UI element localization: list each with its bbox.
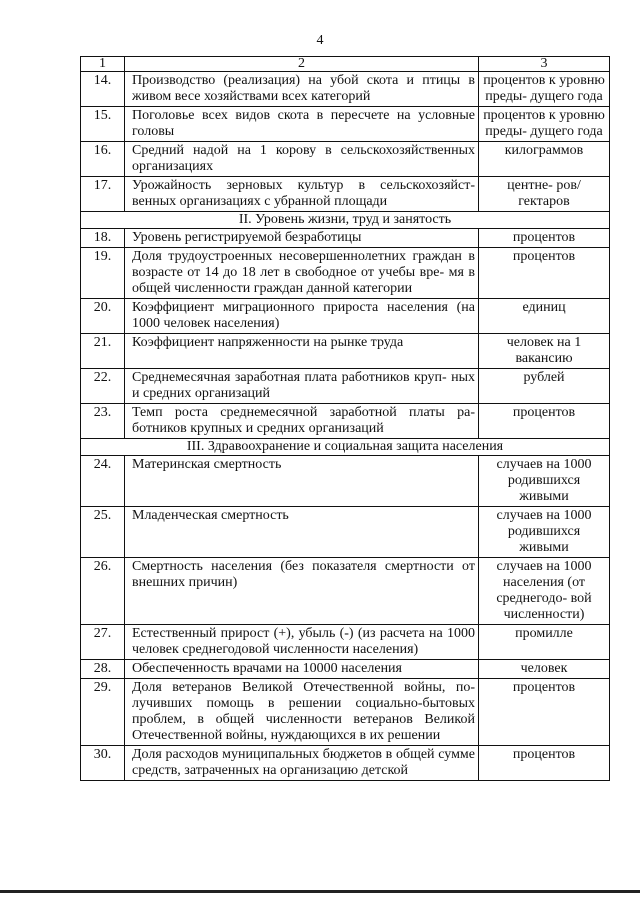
table-row — [81, 72, 610, 107]
table-row — [81, 229, 610, 248]
indicator-name: Младенческая смертность — [125, 507, 479, 558]
row-number: 25. — [81, 507, 125, 558]
indicator-name: Доля ветеранов Великой Отечественной войны, по- лучивших помощь в решении социально-бытовых проблем, в общей численности ветеранов Великой Отечественной войны, нуждающихся в их решении — [125, 679, 479, 746]
unit-of-measure: процентов — [479, 746, 610, 781]
header-col-1: 1 — [81, 57, 125, 72]
unit-of-measure: рублей — [479, 369, 610, 404]
unit-of-measure: промилле — [479, 625, 610, 660]
row-number: 15. — [81, 107, 125, 142]
unit-of-measure: килограммов — [479, 142, 610, 177]
unit-of-measure: случаев на 1000 населения (от среднегодо- вой численности) — [479, 558, 610, 625]
table-row — [81, 107, 610, 142]
indicators-table — [80, 56, 610, 781]
unit-of-measure: человек на 1 вакансию — [479, 334, 610, 369]
unit-of-measure: процентов — [479, 679, 610, 746]
unit-of-measure: человек — [479, 660, 610, 679]
row-number: 28. — [81, 660, 125, 679]
table-row — [81, 404, 610, 439]
indicator-name: Среднемесячная заработная плата работников круп- ных и средних организаций — [125, 369, 479, 404]
indicator-name: Поголовье всех видов скота в пересчете на условные головы — [125, 107, 479, 142]
row-number: 16. — [81, 142, 125, 177]
page-number: 4 — [316, 33, 324, 48]
table-row — [81, 299, 610, 334]
table-header-row — [81, 57, 610, 72]
bottom-rule — [0, 890, 640, 893]
table-row — [81, 746, 610, 781]
section-header-row — [81, 439, 610, 456]
table-row — [81, 177, 610, 212]
section-title: II. Уровень жизни, труд и занятость — [81, 212, 610, 229]
table-row — [81, 660, 610, 679]
row-number: 20. — [81, 299, 125, 334]
unit-of-measure: единиц — [479, 299, 610, 334]
table-row — [81, 334, 610, 369]
indicator-name: Урожайность зерновых культур в сельскохозяйст- венных организациях с убранной площади — [125, 177, 479, 212]
row-number: 22. — [81, 369, 125, 404]
row-number: 21. — [81, 334, 125, 369]
unit-of-measure: процентов к уровню преды- дущего года — [479, 107, 610, 142]
table-row — [81, 142, 610, 177]
row-number: 26. — [81, 558, 125, 625]
unit-of-measure: случаев на 1000 родившихся живыми — [479, 456, 610, 507]
indicator-name: Доля трудоустроенных несовершеннолетних граждан в возрасте от 14 до 18 лет в свободное от учебы вре- мя в общей численности граждан данной категории — [125, 248, 479, 299]
indicator-name: Естественный прирост (+), убыль (-) (из расчета на 1000 человек среднегодовой численности населения) — [125, 625, 479, 660]
unit-of-measure: случаев на 1000 родившихся живыми — [479, 507, 610, 558]
row-number: 19. — [81, 248, 125, 299]
table-row — [81, 369, 610, 404]
indicator-name: Средний надой на 1 корову в сельскохозяйственных организациях — [125, 142, 479, 177]
section-title: III. Здравоохранение и социальная защита населения — [81, 439, 610, 456]
row-number: 29. — [81, 679, 125, 746]
indicator-name: Материнская смертность — [125, 456, 479, 507]
indicator-name: Смертность населения (без показателя смертности от внешних причин) — [125, 558, 479, 625]
indicator-name: Обеспеченность врачами на 10000 населения — [125, 660, 479, 679]
indicator-name: Уровень регистрируемой безработицы — [125, 229, 479, 248]
row-number: 18. — [81, 229, 125, 248]
table-row — [81, 456, 610, 507]
row-number: 17. — [81, 177, 125, 212]
indicator-name: Доля расходов муниципальных бюджетов в общей сумме средств, затраченных на организацию детской — [125, 746, 479, 781]
row-number: 24. — [81, 456, 125, 507]
indicator-name: Темп роста среднемесячной заработной платы ра- ботников крупных и средних организаций — [125, 404, 479, 439]
row-number: 23. — [81, 404, 125, 439]
table-row — [81, 507, 610, 558]
indicator-name: Коэффициент миграционного прироста населения (на 1000 человек населения) — [125, 299, 479, 334]
indicator-name: Производство (реализация) на убой скота и птицы в живом весе хозяйствами всех категорий — [125, 72, 479, 107]
row-number: 14. — [81, 72, 125, 107]
table-row — [81, 679, 610, 746]
row-number: 30. — [81, 746, 125, 781]
table-row — [81, 625, 610, 660]
unit-of-measure: процентов — [479, 404, 610, 439]
table-row — [81, 558, 610, 625]
section-header-row — [81, 212, 610, 229]
unit-of-measure: процентов к уровню преды- дущего года — [479, 72, 610, 107]
table-row — [81, 248, 610, 299]
header-col-2: 2 — [125, 57, 479, 72]
row-number: 27. — [81, 625, 125, 660]
unit-of-measure: центне- ров/гектаров — [479, 177, 610, 212]
indicator-name: Коэффициент напряженности на рынке труда — [125, 334, 479, 369]
header-col-3: 3 — [479, 57, 610, 72]
unit-of-measure: процентов — [479, 229, 610, 248]
unit-of-measure: процентов — [479, 248, 610, 299]
